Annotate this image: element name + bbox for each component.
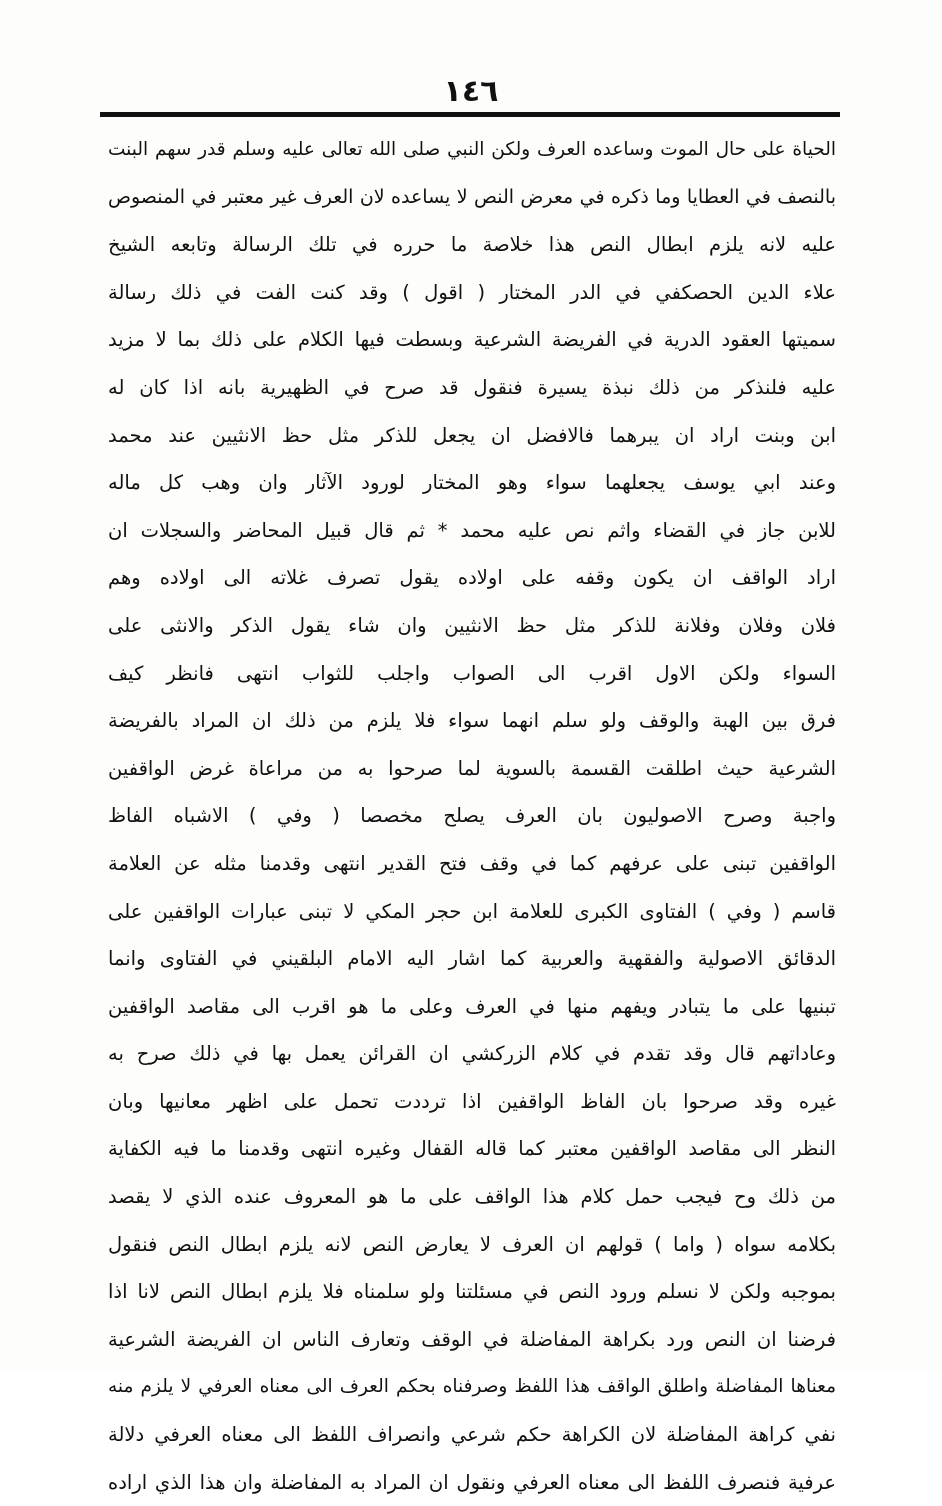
text-line: الشرعية حيث اطلقت القسمة بالسوية لما صرحوا به من مراعاة غرض الواقفين [108, 756, 836, 780]
text-line: السواء ولكن الاول اقرب الى الصواب واجلب للثواب انتهى فانظر كيف [108, 661, 836, 685]
text-line: علاء الدين الحصكفي في الدر المختار ( اقول ) وقد كنت الفت في ذلك رسالة [108, 280, 836, 304]
text-line: ابن وبنت اراد ان يبرهما فالافضل ان يجعل للذكر مثل حظ الانثيين عند محمد [108, 423, 836, 447]
text-line: بكلامه سواه ( واما ) قولهم ان العرف لا يعارض النص لانه يلزم ابطال النص فنقول [108, 1232, 836, 1256]
text-line: وعند ابي يوسف يجعلهما سواء وهو المختار لورود الآثار وان وهب كل ماله [108, 471, 836, 495]
text-line: عرفية فنصرف اللفظ الى معناه العرفي ونقول ان المراد به المفاضلة وان هذا الذي اراده [108, 1470, 836, 1494]
text-line: سميتها العقود الدرية في الفريضة الشرعية وبسطت فيها الكلام على ذلك بما لا مزيد [108, 328, 836, 352]
text-line: اراد الواقف ان يكون وقفه على اولاده يقول تصرف غلاته الى اولاده وهم [108, 566, 836, 590]
text-line: فرق بين الهبة والوقف ولو سلم انهما سواء فلا يلزم من ذلك ان المراد بالفريضة [108, 709, 836, 733]
text-line: فلان وفلان وفلانة للذكر مثل حظ الانثيين وان شاء يقول الذكر والانثى على [108, 613, 836, 637]
body-text [108, 126, 836, 1506]
text-line: معناها المفاضلة واطلق الواقف هذا اللفظ وصرفناه بحكم العرف الى معناه العرفي لا يلزم منه [108, 1376, 836, 1398]
header-rule [100, 112, 840, 117]
text-line: النظر الى مقاصد الواقفين معتبر كما قاله القفال وغيره انتهى وقدمنا ما فيه الكفاية [108, 1137, 836, 1161]
text-line: عليه فلنذكر من ذلك نبذة يسيرة فنقول قد صرح في الظهيرية بانه اذا كان له [108, 375, 836, 399]
text-line: غيره وقد صرحوا بان الفاظ الواقفين اذا ترددت تحمل على اظهر معانيها وبان [108, 1089, 836, 1113]
text-line: قاسم ( وفي ) الفتاوى الكبرى للعلامة ابن حجر المكي لا تبنى عبارات الواقفين على [108, 899, 836, 923]
text-line: وعاداتهم قال وقد تقدم في كلام الزركشي ان القرائن يعمل بها في ذلك صرح به [108, 1042, 836, 1066]
text-line: بالنصف في العطايا وما ذكره في معرض النص لا يساعده لان العرف غير معتبر في المنصوص [108, 185, 836, 208]
text-line: فرضنا ان النص ورد بكراهة المفاضلة في الوقف وتعارف الناس ان الفريضة الشرعية [108, 1327, 836, 1351]
text-line: تبنيها على ما يتبادر ويفهم منها في العرف وعلى ما هو اقرب الى مقاصد الواقفين [108, 994, 836, 1018]
text-line: الواقفين تبنى على عرفهم كما في وقف فتح القدير انتهى وقدمنا مثله عن العلامة [108, 851, 836, 875]
text-line: للابن جاز في القضاء واثم نص عليه محمد * ثم قال قبيل المحاضر والسجلات ان [108, 518, 836, 542]
page-number: ١٤٦ [443, 74, 499, 109]
text-line: من ذلك وح فيجب حمل كلام هذا الواقف على ما هو المعروف عنده الذي لا يقصد [108, 1185, 836, 1209]
text-line: واجبة وصرح الاصوليون بان العرف يصلح مخصصا ( وفي ) الاشباه الفاظ [108, 804, 836, 828]
text-line: عليه لانه يلزم ابطال النص هذا خلاصة ما حرره في تلك الرسالة وتابعه الشيخ [108, 233, 836, 257]
text-line: الحياة على حال الموت وساعده العرف ولكن النبي صلى الله تعالى عليه وسلم قدر سهم البنت [108, 139, 836, 160]
text-line: بموجبه ولكن لا نسلم ورود النص في مسئلتنا ولو سلمناه فلا يلزم ابطال النص لانا اذا [108, 1280, 836, 1304]
text-line: نفي كراهة المفاضلة لان الكراهة حكم شرعي وانصراف اللفظ الى معناه العرفي دلالة [108, 1423, 836, 1447]
text-line: الدقائق الاصولية والفقهية والعربية كما اشار اليه الامام البلقيني في الفتاوى وانما [108, 947, 836, 971]
